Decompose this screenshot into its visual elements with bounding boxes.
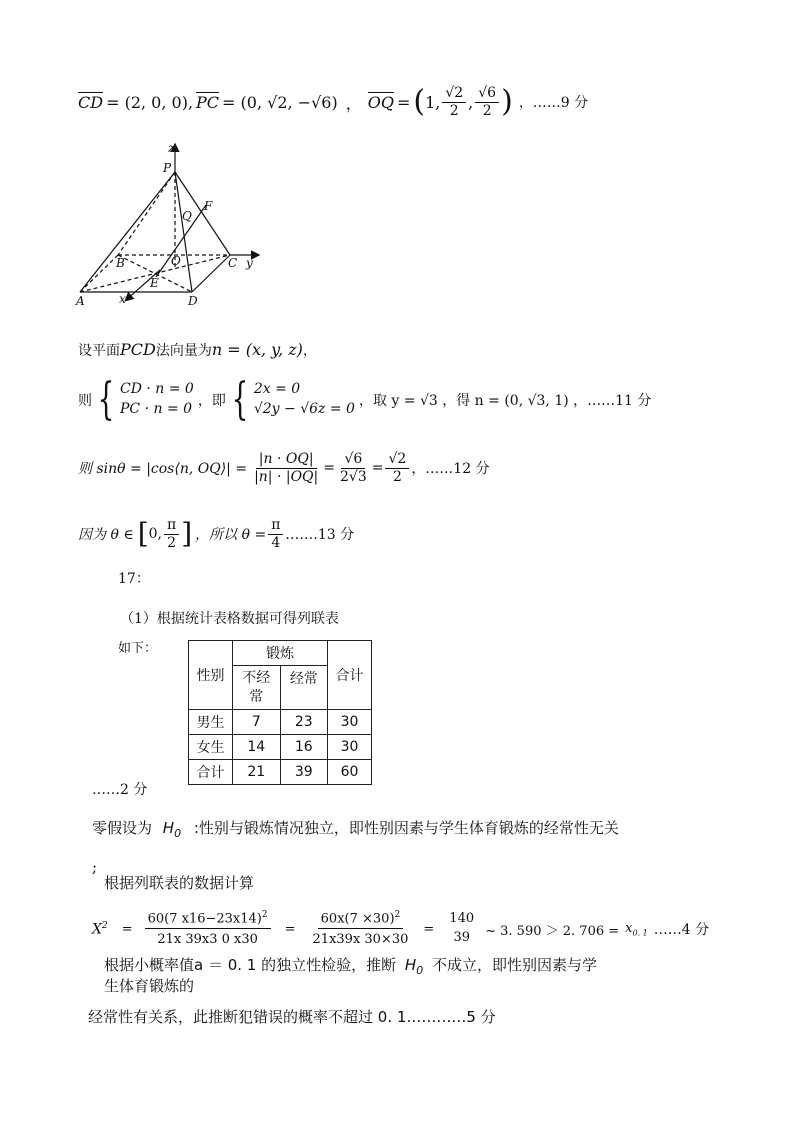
- label-p: P: [163, 161, 172, 175]
- fraction-pi-over-4: $\frac{\pi}{4}$: [268, 517, 283, 550]
- label-o: O: [171, 254, 181, 268]
- label-x: x: [119, 292, 126, 306]
- conclusion-line-1: 根据小概率值a ＝ 0. 1 的独立性检验，推断 $H_0$ 不成立，即性别因素与学: [104, 956, 597, 977]
- score-9: ，……9 分: [518, 95, 589, 111]
- label-f: F: [204, 199, 213, 213]
- vector-line: CD = (2, 0, 0), PC = (0, √2, −√6) ， OQ = ( 1, $\frac{√2}{2}$ , $\frac{√6}{2}$ ) ，……9 分: [78, 84, 589, 119]
- conclusion-line-3: 经常性有关系，此推断犯错误的概率不超过 0. 1…………5 分: [88, 1008, 496, 1026]
- table-row: 女生 14 16 30: [189, 735, 372, 760]
- label-c: C: [228, 256, 238, 270]
- part-1-text: （1）根据统计表格数据可得列联表: [120, 611, 339, 627]
- header-total: 合计: [328, 641, 372, 710]
- score-11: ，取 y = √3 ，得 n = (0, √3, 1) ，……11 分: [358, 393, 652, 409]
- chi-square-line: $X^2$ = $\frac{60(7 x16-23x14)^2}{21x 39x3 0 x30}$ = $\frac{60x(7 \times 30)^2}{21x39x 30\times 30}$ = 140 39 ~ 3. 590 ＞ 2. 706 = $x_{0. 1}$ ……4 分: [92, 910, 710, 947]
- oq-vector-label: OQ: [367, 93, 394, 112]
- fraction-sqrt6-over-2sqrt3: $\frac{√6}{2√3}$: [340, 451, 367, 485]
- label-q: Q: [182, 209, 192, 223]
- conclusion-line-2: 生体育锻炼的: [104, 977, 195, 995]
- equation-y-z: √2y − √6z = 0: [253, 401, 355, 417]
- calc-intro: 根据列联表的数据计算: [104, 874, 255, 892]
- hypothesis-line: 零假设为 $H_0$ :性别与锻炼情况独立，即性别因素与学生体育锻炼的经常性无关: [92, 819, 619, 840]
- label-b: B: [116, 256, 125, 270]
- theta-line: 因为 θ ∈ [ 0, $\frac{\pi}{2}$ ] ，所以 θ = $\frac{\pi}{4}$ .……13 分: [78, 517, 355, 551]
- pc-vector-value: = (0, √2, −√6): [222, 92, 338, 112]
- semicolon: ;: [92, 858, 98, 876]
- pc-vector-label: PC: [196, 93, 220, 112]
- header-gender: 性别: [189, 641, 233, 710]
- fraction-dot-over-norms: $\frac{|n \cdot OQ|}{|n| \cdot |OQ|}$: [254, 451, 319, 485]
- question-17-label: 17：: [118, 571, 150, 587]
- fraction-sqrt2-over-2: $\frac{√2}{2}$: [442, 85, 466, 118]
- fraction-sqrt6-over-2: $\frac{√6}{2}$: [475, 85, 499, 118]
- chi-fraction-2: $\frac{60x(7 \times 30)^2}{21x39x 30\times 30}$: [312, 910, 409, 947]
- equation-pc-n: PC · n = 0: [120, 401, 193, 417]
- header-often: 经常: [280, 666, 327, 710]
- contingency-table: [188, 640, 372, 785]
- score-13: .……13 分: [285, 527, 355, 543]
- as-follows-label: 如下：: [118, 641, 158, 656]
- score-4: ……4 分: [653, 922, 710, 938]
- edge-dc: [192, 255, 230, 292]
- table-row: 合计 21 39 60: [189, 760, 372, 785]
- label-d: D: [188, 294, 198, 308]
- sin-line: 则 sinθ = |cos⟨n, OQ⟩| = $\frac{|n \cdot OQ|}{|n| \cdot |OQ|}$ = $\frac{√6}{2√3}$ = $\frac{√2}{2}$ ，……12 分: [78, 451, 490, 485]
- edge-pd: [175, 172, 192, 292]
- pyramid-figure: [70, 140, 270, 310]
- edge-ab: [80, 255, 118, 292]
- label-z: z: [168, 141, 175, 155]
- normal-vector-line: 设平面PCD法向量为n = (x, y, z)，: [78, 340, 317, 359]
- score-12: ，……12 分: [411, 461, 490, 477]
- chi-fraction-1: $\frac{60(7 x16-23x14)^2}{21x 39x3 0 x30}$: [145, 910, 271, 947]
- edge-pb: [118, 172, 175, 255]
- label-y: y: [246, 256, 253, 270]
- edge-pa: [80, 172, 175, 292]
- header-not-often: 不经常: [232, 666, 280, 710]
- equation-2x: 2x = 0: [253, 381, 301, 398]
- equation-cd-n: CD · n = 0: [120, 381, 194, 398]
- score-2: ……2 分: [92, 782, 148, 798]
- header-exercise: 锻炼: [232, 641, 327, 666]
- system-line: 则 { CD · n = 0 PC · n = 0 ，即 { 2x = 0 √2y − √6z = 0 ，取 y = √3 ，得 n = (0, √3, 1) ，……11 分: [78, 374, 652, 425]
- fraction-pi-over-2: $\frac{\pi}{2}$: [164, 517, 179, 550]
- label-e: E: [150, 276, 159, 290]
- table-row: 男生 7 23 30: [189, 710, 372, 735]
- cd-vector-value: = (2, 0, 0),: [106, 92, 194, 112]
- cd-vector-label: CD: [78, 93, 104, 112]
- fraction-sqrt2-over-2-b: $\frac{√2}{2}$: [385, 451, 409, 484]
- chi-fraction-3: 140 39: [449, 911, 475, 945]
- label-a: A: [76, 294, 85, 308]
